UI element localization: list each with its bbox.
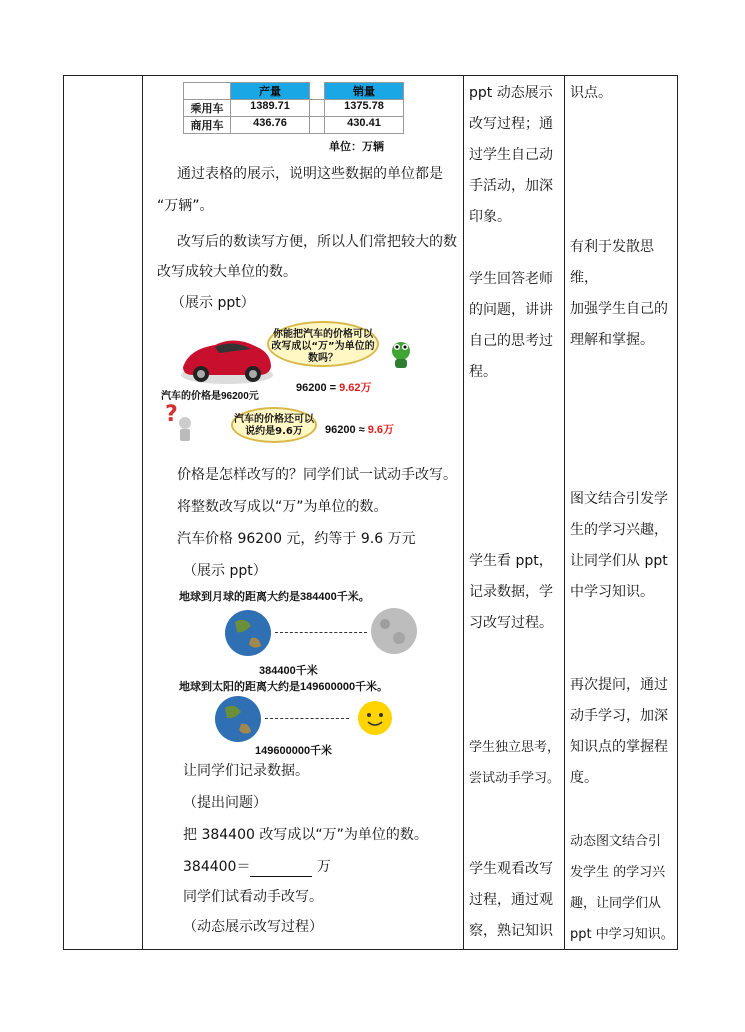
- sun-distance-title: 地球到太阳的距离大约是149600000千米。: [179, 681, 389, 693]
- paragraph: “万辆”。: [157, 198, 214, 214]
- paragraph: （提出问题）: [183, 795, 267, 811]
- text-line: 再次提问，通过: [570, 677, 668, 693]
- text-line: 有利于发散思维，: [570, 239, 654, 286]
- activity-block: [464, 546, 553, 639]
- paragraph: （展示 ppt）: [171, 295, 255, 311]
- answer-blank: [250, 862, 312, 877]
- header-production: 产量: [231, 83, 310, 100]
- intent-block: [565, 670, 668, 794]
- intent-block: [565, 826, 674, 950]
- unit-label: 单位：万辆: [329, 141, 384, 153]
- car-question-bubble: 你能把汽车的价格可以改写成以“万”为单位的数吗？: [267, 321, 379, 367]
- teaching-process-cell: [143, 76, 464, 950]
- text-line: 习改写过程。: [469, 615, 553, 631]
- text-line: 发学生 的学习兴: [570, 865, 666, 880]
- row-label: 乘用车: [184, 100, 231, 117]
- text-line: 让同学们从 ppt: [570, 553, 668, 569]
- dash-line: [265, 718, 349, 719]
- text-line: 趣，让同学们从: [570, 896, 662, 911]
- svg-text:?: ?: [165, 402, 178, 427]
- car-price-caption: 汽车的价格是96200元: [161, 391, 259, 402]
- text-line: 生的学习兴趣，: [570, 522, 668, 538]
- paragraph: 通过表格的展示，说明这些数据的单位都是: [177, 166, 443, 182]
- distance-figure: [173, 586, 463, 756]
- text-line: 学生独立思考，: [469, 740, 561, 755]
- paragraph: 价格是怎样改写的？同学们试一试动手改写。: [177, 467, 457, 483]
- activity-block: [464, 732, 560, 794]
- equation-approx: 96200 ≈ 9.6万: [325, 424, 395, 436]
- text-line: 手活动，加深: [469, 178, 553, 194]
- text-line: 学生看 ppt，: [469, 553, 553, 569]
- text-line: 图文结合引发学: [570, 491, 668, 507]
- text-line: 动手学习，加深: [570, 708, 668, 724]
- car-price-figure: [159, 321, 459, 446]
- sun-icon: [349, 692, 401, 744]
- student-activity-cell: [464, 76, 565, 950]
- text-line: 改写过程；通: [469, 116, 553, 132]
- lesson-table: [63, 75, 678, 950]
- paragraph: 汽车价格 96200 元，约等于 9.6 万元: [177, 531, 416, 547]
- text-line: 理解和掌握。: [570, 332, 654, 348]
- paragraph: 改写后的数读写方便，所以人们常把较大的数: [177, 234, 457, 250]
- text-line: 尝试动手学习。: [469, 771, 561, 786]
- text-line: 程。: [469, 364, 497, 380]
- earth-icon: [223, 608, 273, 658]
- equation-exact: 96200 = 9.62万: [296, 382, 372, 394]
- paragraph: 同学们试看动手改写。: [183, 889, 323, 905]
- paragraph: 把 384400 改写成以“万”为单位的数。: [183, 827, 428, 843]
- activity-block: [464, 264, 553, 388]
- text-line: 学生回答老师: [469, 271, 553, 287]
- text-line: 的问题，讲讲: [469, 302, 553, 318]
- sun-distance-label: 149600000千米: [255, 745, 333, 757]
- text-line: 察，熟记知识: [469, 923, 553, 939]
- text-line: 过程，通过观: [469, 892, 553, 908]
- header-sales: 销量: [325, 83, 404, 100]
- text-line: 识点。: [570, 85, 612, 101]
- text-line: 动态图文结合引: [570, 834, 662, 849]
- text-line: 学生观看改写: [469, 861, 553, 877]
- cell-sales: 430.41: [325, 117, 404, 134]
- moon-distance-label: 384400千米: [259, 665, 318, 677]
- text-line: 过学生自己动: [469, 147, 553, 163]
- text-line: 自己的思考过: [469, 333, 553, 349]
- moon-icon: [369, 606, 419, 656]
- stage-cell: [64, 76, 143, 950]
- cell-production: 436.76: [231, 117, 310, 134]
- paragraph: 将整数改写成以“万”为单位的数。: [177, 499, 388, 515]
- paragraph: （展示 ppt）: [183, 563, 267, 579]
- cell-sales: 1375.78: [325, 100, 404, 117]
- text-line: 中学习知识。: [570, 584, 654, 600]
- text-line: ppt 中学习知识。: [570, 927, 674, 942]
- intent-block: [565, 78, 612, 109]
- earth-icon: [213, 694, 263, 744]
- paragraph: （动态展示改写过程）: [183, 919, 323, 935]
- activity-block: [464, 854, 553, 947]
- fill-in-blank: 384400＝ 万: [183, 859, 331, 875]
- thinking-person-icon: [159, 399, 199, 443]
- activity-block: [464, 78, 553, 233]
- intent-block: [565, 232, 677, 356]
- dash-line: [275, 632, 367, 633]
- row-label: 商用车: [184, 117, 231, 134]
- text-line: ppt 动态展示: [469, 85, 553, 101]
- text-line: 加强学生自己的: [570, 301, 668, 317]
- text-line: 度。: [570, 770, 598, 786]
- red-car-icon: [179, 327, 274, 387]
- approx-bubble: 汽车的价格还可以说约是9.6万: [231, 407, 317, 443]
- frog-icon: [387, 339, 415, 369]
- sales-table: [183, 82, 404, 134]
- moon-distance-title: 地球到月球的距离大约是384400千米。: [179, 591, 370, 603]
- paragraph: 改写成较大单位的数。: [157, 264, 297, 280]
- text-line: 知识点的掌握程: [570, 739, 668, 755]
- design-intent-cell: [565, 76, 678, 950]
- text-line: 印象。: [469, 209, 511, 225]
- cell-production: 1389.71: [231, 100, 310, 117]
- text-line: 记录数据，学: [469, 584, 553, 600]
- paragraph: 让同学们记录数据。: [183, 763, 309, 779]
- intent-block: [565, 484, 668, 608]
- sales-table-figure: [183, 82, 404, 154]
